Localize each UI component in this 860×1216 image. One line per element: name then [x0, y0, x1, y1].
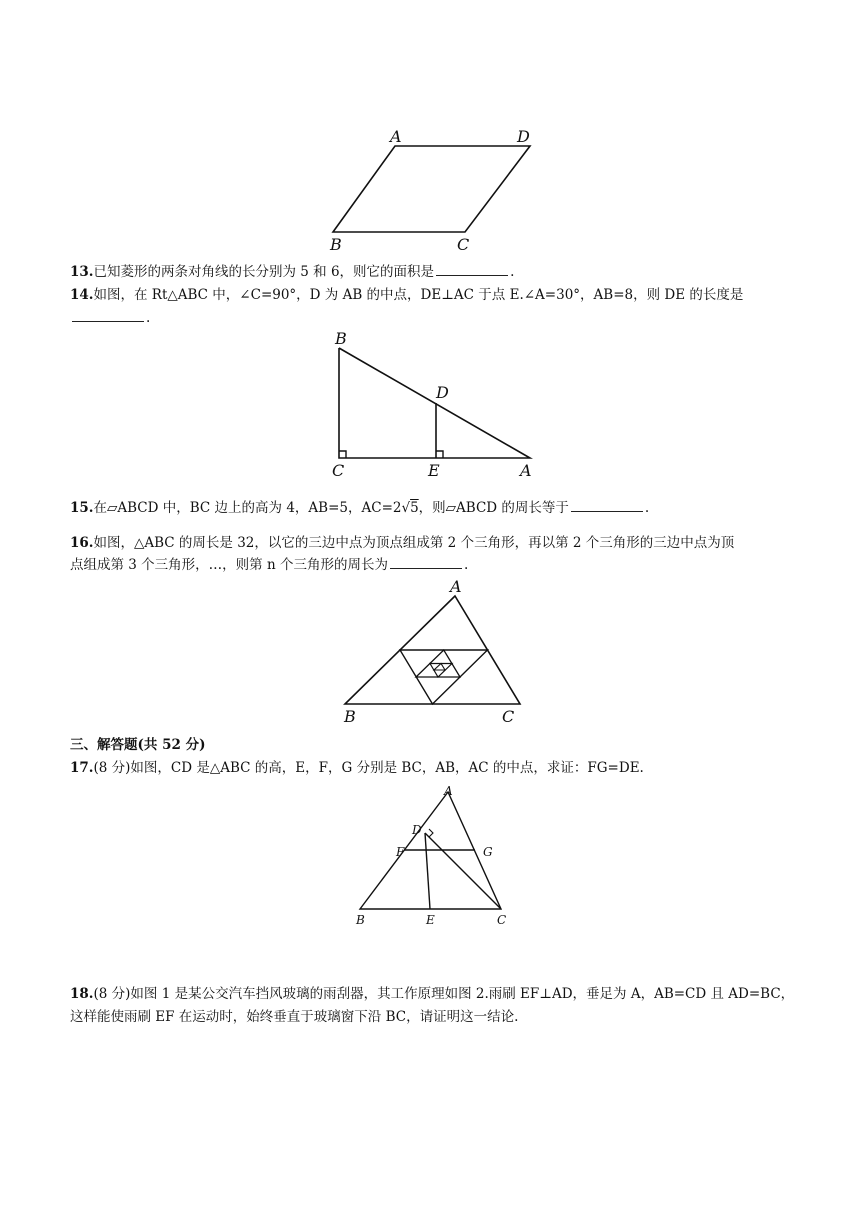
question-text: 如图，△ABC 的周长是 32，以它的三边中点为顶点组成第 2 个三角形，再以第 2 个三角形的三边中点为顶: [93, 535, 735, 551]
label-d: D: [517, 127, 530, 146]
question-text: (8 分)如图 1 是某公交汽车挡风玻璃的雨刮器，其工作原理如图 2.雨刷 EF⊥AD，垂足为 A，AB=CD 且 AD=BC，: [93, 986, 795, 1002]
question-number: 18.: [70, 986, 94, 1002]
label-c: C: [457, 235, 470, 254]
label-f: F: [396, 845, 405, 859]
label-b: B: [330, 235, 342, 254]
label-d: D: [412, 823, 422, 837]
question-text: 已知菱形的两条对角线的长分别为 5 和 6，则它的面积是: [93, 264, 435, 280]
section-heading: 三、解答题(共 52 分): [70, 737, 206, 753]
label-e: E: [428, 461, 440, 480]
label-d: D: [436, 383, 449, 402]
question-text-post: ，则▱ABCD 的周长等于: [418, 500, 569, 516]
question-number: 16.: [70, 535, 94, 551]
question-text: (8 分)如图，CD 是△ABC 的高，E，F，G 分别是 BC，AB，AC 的中点，求证：FG=DE.: [93, 760, 644, 776]
label-a: A: [520, 461, 532, 480]
question-text: 这样能使雨刷 EF 在运动时，始终垂直于玻璃窗下沿 BC，请证明这一结论.: [70, 1009, 519, 1025]
question-18-cont: [70, 1008, 518, 1026]
question-text: 点组成第 3 个三角形，…，则第 n 个三角形的周长为: [70, 557, 388, 573]
punct: .: [644, 500, 650, 516]
label-e: E: [426, 913, 435, 927]
label-a: A: [444, 784, 453, 798]
question-number: 17.: [70, 760, 94, 776]
question-text: 如图，在 Rt△ABC 中，∠C=90°，D 为 AB 的中点，DE⊥AC 于点 E.∠A=30°，AB=8，则 DE 的长度是: [93, 287, 744, 303]
label-b: B: [356, 913, 365, 927]
label-g: G: [483, 845, 493, 859]
label-a: A: [390, 127, 402, 146]
label-c: C: [332, 461, 345, 480]
sqrt-sign: √: [401, 500, 411, 516]
punct: .: [146, 310, 151, 326]
label-c: C: [497, 913, 507, 927]
question-18: [70, 985, 794, 1003]
question-text: 在▱ABCD 中，BC 边上的高为 4，AB=5，AC=2: [93, 500, 402, 516]
question-number: 13.: [70, 264, 94, 280]
label-b: B: [335, 329, 347, 348]
punct: .: [510, 264, 515, 280]
sqrt-radicand: 5: [410, 500, 419, 516]
label-c: C: [502, 707, 515, 726]
question-number: 15.: [70, 500, 94, 516]
label-b: B: [344, 707, 356, 726]
label-a: A: [450, 577, 462, 596]
punct: .: [463, 557, 469, 573]
question-number: 14.: [70, 287, 94, 303]
